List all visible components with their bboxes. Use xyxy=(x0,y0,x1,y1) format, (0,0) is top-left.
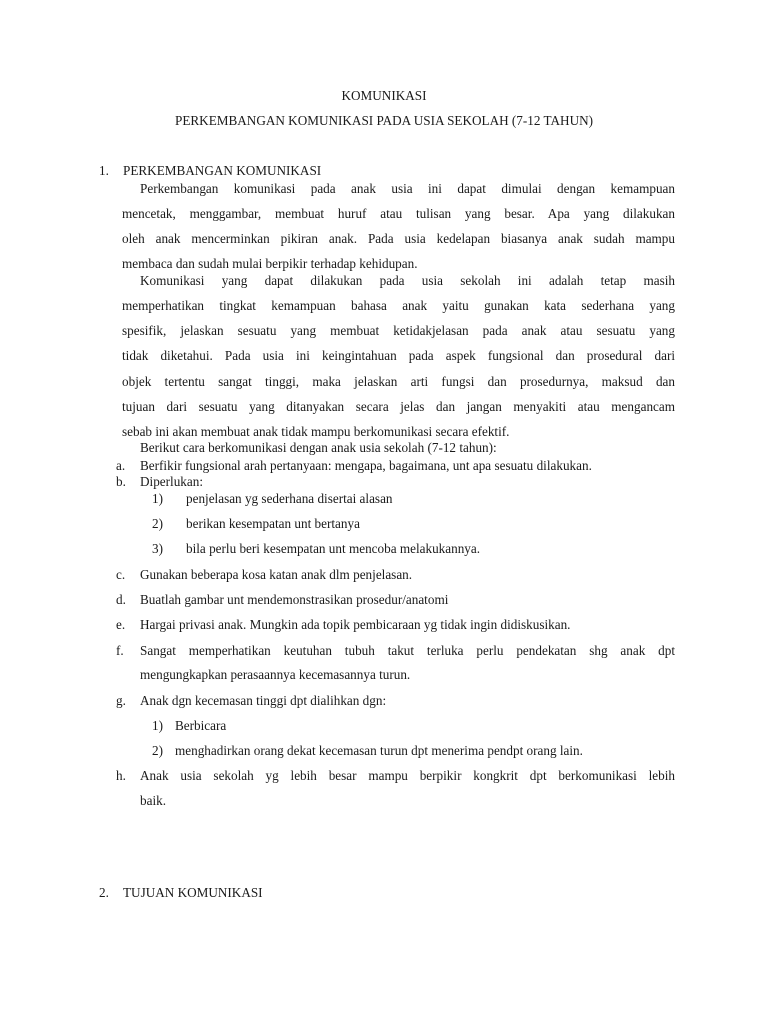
para2-line: spesifik, jelaskan sesuatu yang membuat ketidakjelasan pada anak atau sesuatu yang xyxy=(122,323,675,338)
para2-line: Komunikasi yang dapat dilakukan pada usia sekolah ini adalah tetap masih xyxy=(140,273,675,288)
list-item-text: Diperlukan: xyxy=(140,474,203,489)
sub-list-text: berikan kesempatan unt bertanya xyxy=(186,516,360,531)
sub-list-marker: 3) xyxy=(152,541,163,556)
list-marker: h. xyxy=(116,768,126,783)
list-intro: Berikut cara berkomunikasi dengan anak usia sekolah (7-12 tahun): xyxy=(140,440,497,455)
list-marker: a. xyxy=(116,458,126,473)
list-item-text: baik. xyxy=(140,793,167,808)
list-marker: b. xyxy=(116,474,126,489)
para1-line: Perkembangan komunikasi pada anak usia ini dapat dimulai dengan kemampuan xyxy=(140,181,675,196)
sub-list-marker: 1) xyxy=(152,718,163,733)
document-title: KOMUNIKASI xyxy=(341,88,427,103)
para1-line: mencetak, menggambar, membuat huruf atau tulisan yang besar. Apa yang dilakukan xyxy=(122,206,675,221)
sub-list-marker: 1) xyxy=(152,491,163,506)
section-1-heading: PERKEMBANGAN KOMUNIKASI xyxy=(123,163,322,178)
list-item-text: Hargai privasi anak. Mungkin ada topik pembicaraan yg tidak ingin didiskusikan. xyxy=(140,617,571,632)
list-item-text: Gunakan beberapa kosa katan anak dlm penjelasan. xyxy=(140,567,413,582)
list-item-text: Sangat memperhatikan keutuhan tubuh takut terluka perlu pendekatan shg anak dpt xyxy=(140,643,675,658)
document-subtitle: PERKEMBANGAN KOMUNIKASI PADA USIA SEKOLAH (7-12 TAHUN) xyxy=(174,113,594,128)
list-item-text: Berfikir fungsional arah pertanyaan: mengapa, bagaimana, unt apa sesuatu dilakukan. xyxy=(140,458,592,473)
list-item-text: mengungkapkan perasaannya kecemasannya turun. xyxy=(140,667,411,682)
list-marker: c. xyxy=(116,567,126,582)
section-2-number: 2. xyxy=(99,885,109,900)
list-marker: d. xyxy=(116,592,126,607)
sub-list-text: penjelasan yg sederhana disertai alasan xyxy=(186,491,393,506)
para2-line: memperhatikan tingkat kemampuan bahasa anak yaitu gunakan kata sederhana yang xyxy=(122,298,675,313)
para2-line: tidak diketahui. Pada usia ini keingintahuan pada aspek fungsional dan prosedural dari xyxy=(122,348,675,363)
list-item-text: Buatlah gambar unt mendemonstrasikan prosedur/anatomi xyxy=(140,592,449,607)
para1-line: membaca dan sudah mulai berpikir terhadap kehidupan. xyxy=(122,256,418,271)
list-item-text: Anak usia sekolah yg lebih besar mampu berpikir kongkrit dpt berkomunikasi lebih xyxy=(140,768,675,783)
list-item-text: Anak dgn kecemasan tinggi dpt dialihkan dgn: xyxy=(140,693,387,708)
section-1-number: 1. xyxy=(99,163,109,178)
section-2-heading: TUJUAN KOMUNIKASI xyxy=(123,885,263,900)
sub-list-text: Berbicara xyxy=(175,718,227,733)
para2-line: tujuan dari sesuatu yang ditanyakan secara jelas dan jangan menyakiti atau mengancam xyxy=(122,399,675,414)
list-marker: f. xyxy=(116,643,124,658)
list-marker: e. xyxy=(116,617,126,632)
list-marker: g. xyxy=(116,693,126,708)
para2-line: objek tertentu sangat tinggi, maka jelaskan arti fungsi dan prosedurnya, maksud dan xyxy=(122,374,675,389)
sub-list-marker: 2) xyxy=(152,516,163,531)
para2-line: sebab ini akan membuat anak tidak mampu berkomunikasi secara efektif. xyxy=(122,424,510,439)
para1-line: oleh anak mencerminkan pikiran anak. Pada usia kedelapan biasanya anak sudah mampu xyxy=(122,231,675,246)
sub-list-text: menghadirkan orang dekat kecemasan turun dpt menerima pendpt orang lain. xyxy=(175,743,583,758)
sub-list-marker: 2) xyxy=(152,743,163,758)
sub-list-text: bila perlu beri kesempatan unt mencoba melakukannya. xyxy=(186,541,481,556)
